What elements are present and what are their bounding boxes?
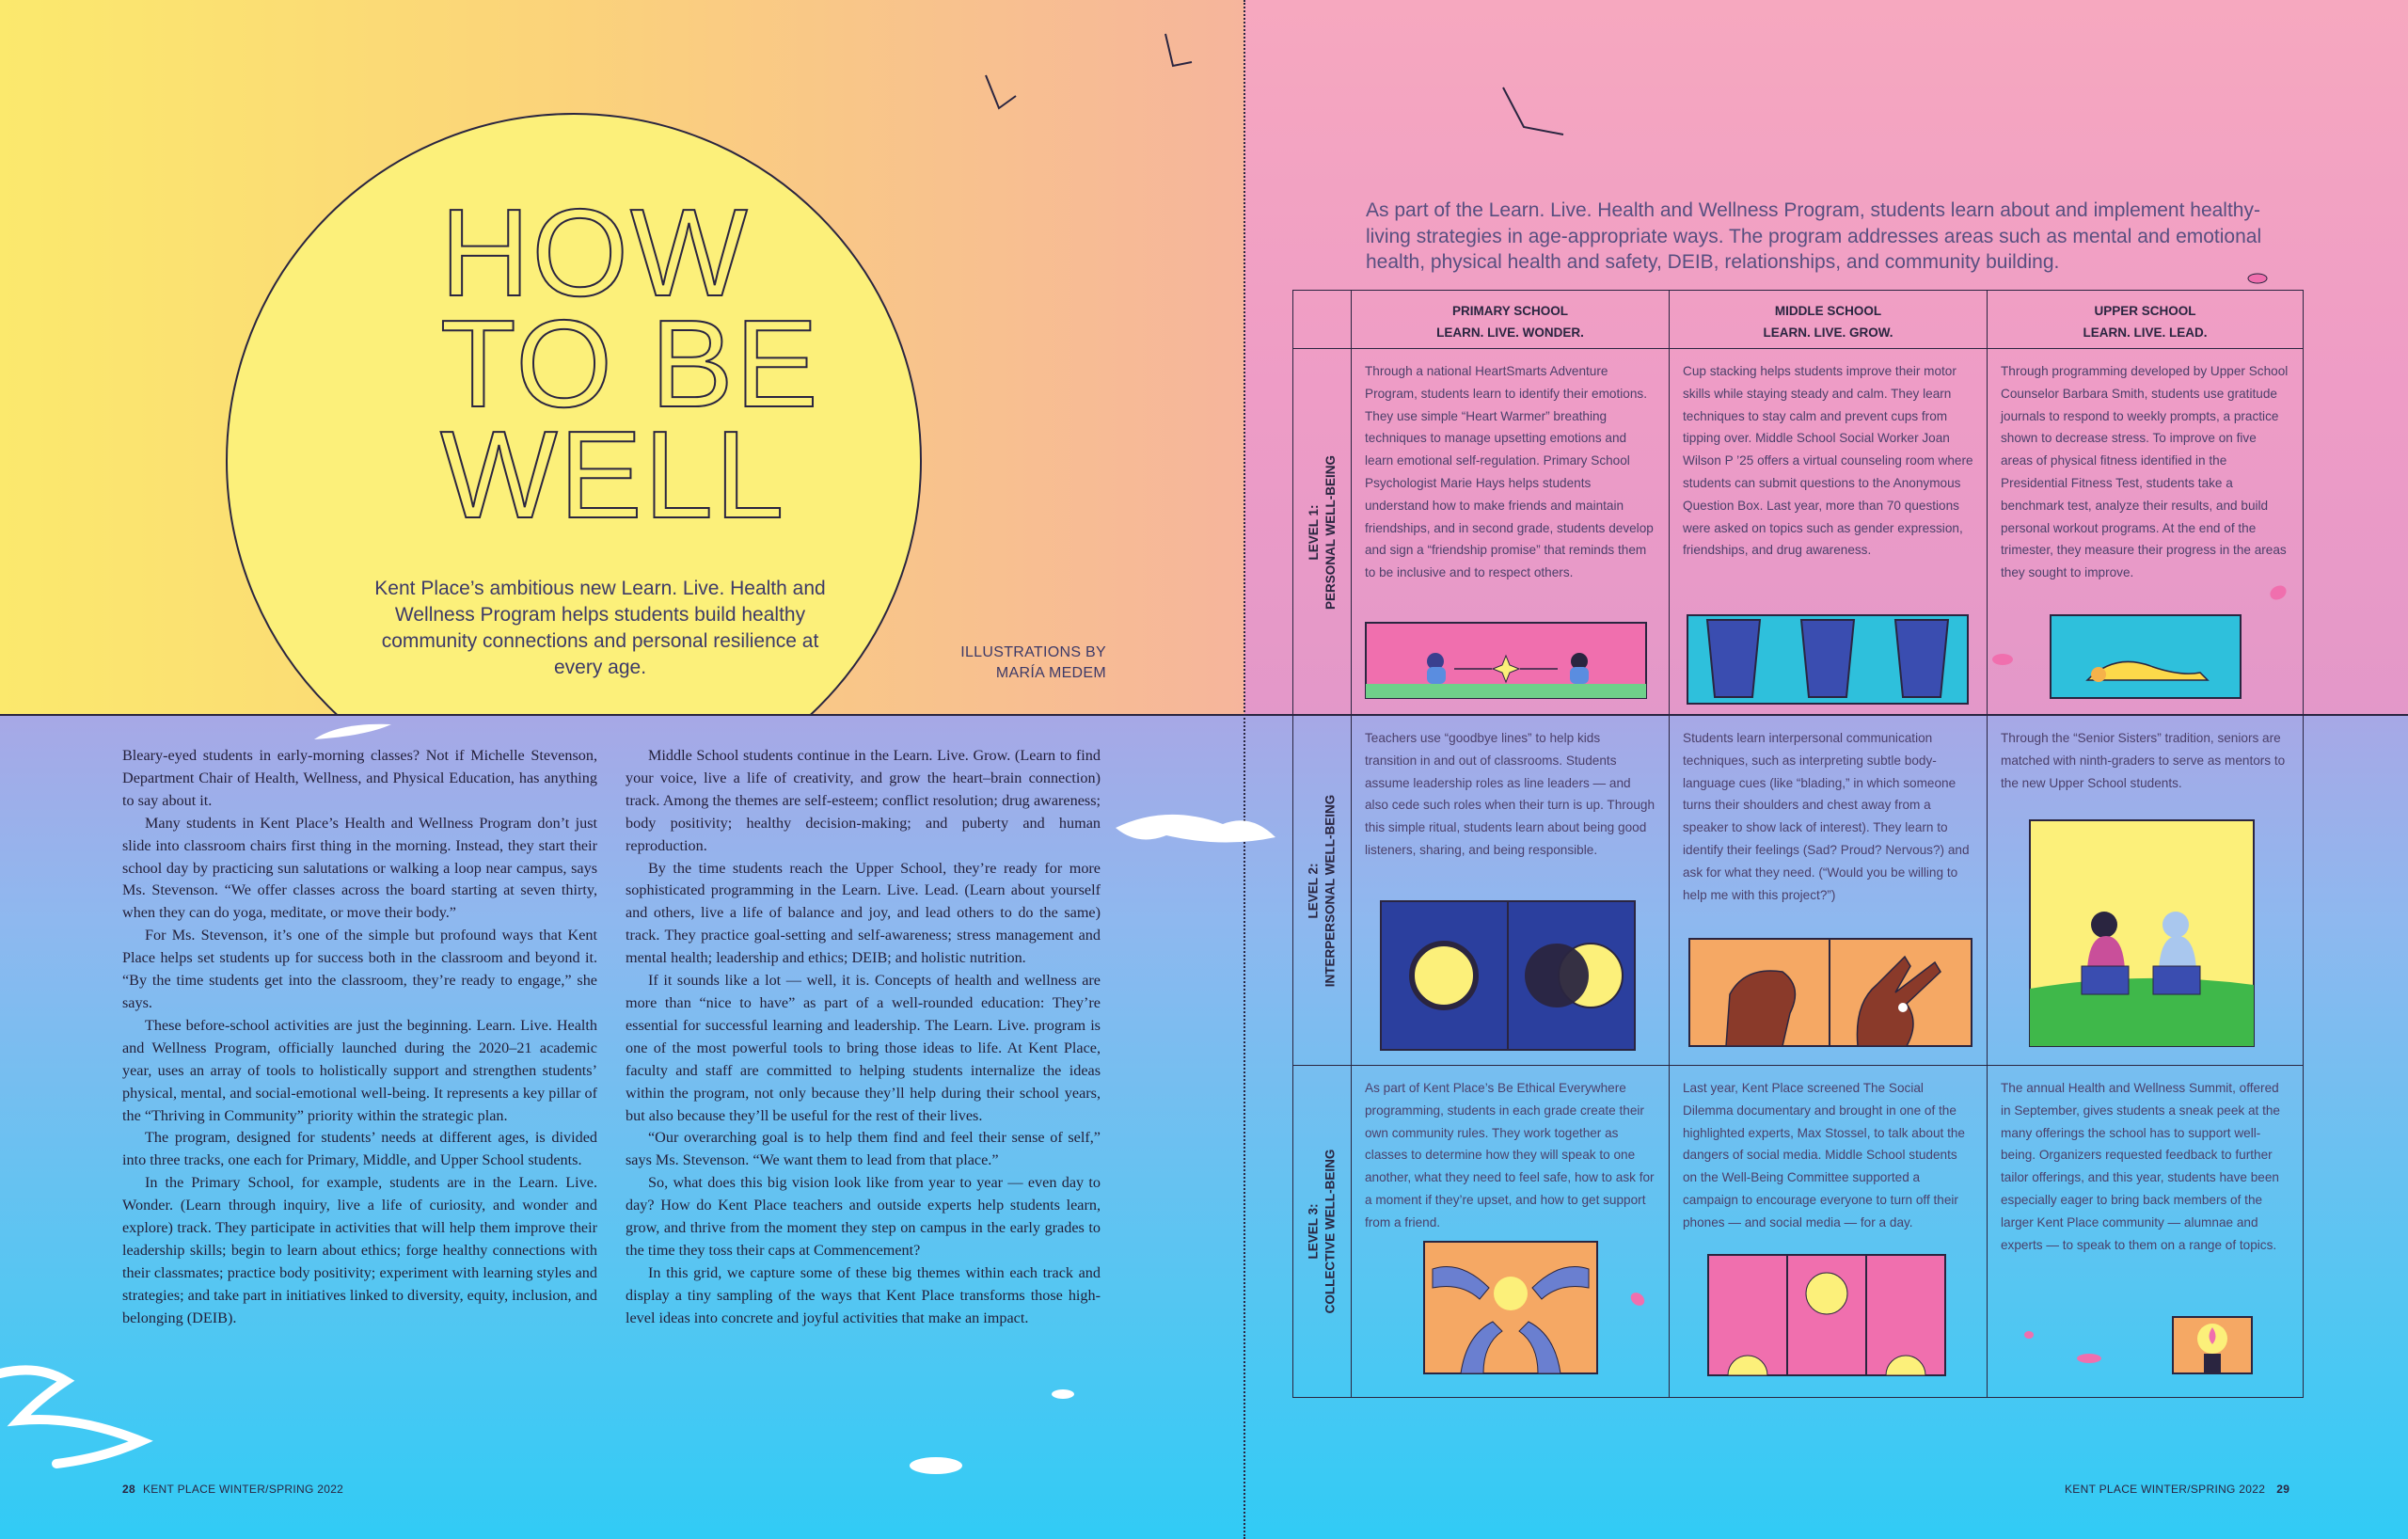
grid-cell-primary-level-2	[1352, 716, 1670, 1066]
level-name: INTERPERSONAL WELL-BEING	[1323, 794, 1338, 987]
column-header-primary	[1352, 291, 1670, 349]
mentors-illustration	[2029, 819, 2255, 1047]
level-number: LEVEL 3:	[1306, 1203, 1321, 1260]
cell-text: Through the “Senior Sisters” tradition, seniors are matched with ninth-graders to serve as mentors to the new Upper School students.	[2001, 731, 2286, 790]
dek: Kent Place’s ambitious new Learn. Live. Health and Wellness Program helps students build healthy community connections and personal resilience at every age.	[374, 578, 826, 678]
row-label-level-1	[1293, 349, 1352, 716]
credit-label: ILLUSTRATIONS BY	[960, 644, 1106, 660]
grid-cell-upper-level-3	[1988, 1066, 2303, 1397]
cell-text: The annual Health and Wellness Summit, offered in September, gives students a sneak peek at the many offerings the school has to support well-being. Organizers requested feedback to further tailor offerings, and this year, students have been especially eager to bring back members of the larger Kent Place community — alumnae and experts — to speak to them on a range of topics.	[2001, 1081, 2280, 1252]
page-number: 29	[2276, 1483, 2290, 1496]
school-name: PRIMARY SCHOOL	[1451, 304, 1568, 318]
body-paragraph: For Ms. Stevenson, it’s one of the simple but profound ways that Kent Place helps set students up for success both in the classroom and beyond it. “By the time students get into the classroom, they’re ready to engage,” she says.	[122, 927, 597, 1011]
cell-text: Students learn interpersonal communication techniques, such as interpreting subtle body-language cues (like “blading,” in which someone turns their shoulders and chest away from a speaker to show lack of interest). They learn to identify their feelings (Sad? Proud? Nervous?) and ask for what they need. (“Would you be willing to help me with this project?”)	[1683, 731, 1970, 902]
grid-cell-upper-level-1	[1988, 349, 2303, 716]
body-paragraph: The program, designed for students’ needs at different ages, is divided into three tracks, one each for Primary, Middle, and Upper School students.	[122, 1129, 597, 1169]
grid-cell-middle-level-2	[1670, 716, 1988, 1066]
headline-line: TO BE	[440, 294, 820, 433]
body-column-2	[626, 745, 1101, 1330]
level-number: LEVEL 1:	[1306, 503, 1321, 561]
cup-stacking-illustration	[1687, 614, 1969, 705]
body-paragraph: Many students in Kent Place’s Health and Wellness Program don’t just slide into classroom chairs first thing in the morning. Instead, they start their school day by practicing sun salutations or walking a loop near campus, says Ms. Stevenson. “We offer classes across the board starting at seven thirty, when they can do yoga, meditate, or move their body.”	[122, 814, 597, 922]
cell-text: Through a national HeartSmarts Adventure Program, students learn to identify their emotions. They use simple “Heart Warmer” breathing techniques to manage upsetting emotions and learn emotional self-regulation. Primary School Psychologist Marie Hays helps students understand how to make friends and maintain friendships, and in second grade, students develop and sign a “friendship promise” that reminds them to be inclusive and to respect others.	[1365, 364, 1654, 580]
headline-line: HOW	[440, 183, 750, 322]
headline	[440, 183, 835, 544]
grid-intro: As part of the Learn. Live. Health and Wellness Program, students learn about and implement healthy-living strategies in age-appropriate ways. The program addresses areas such as mental and emotional health, physical health and safety, DEIB, relationships, and community building.	[1366, 199, 2262, 273]
folio-text: KENT PLACE WINTER/SPRING 2022	[142, 1483, 344, 1496]
body-paragraph: These before-school activities are just the beginning. Learn. Live. Health and Wellness Program, officially launched during the 2020–21 academic year, uses an array of tools to holistically support and strengthen students’ physical, mental, and social-emotional well-being. It represents a key pillar of the “Thriving in Community” priority within the strategic plan.	[122, 1016, 597, 1124]
page-number: 28	[122, 1483, 135, 1496]
folio-text: KENT PLACE WINTER/SPRING 2022	[2065, 1483, 2266, 1496]
bird-icon	[1152, 28, 1209, 75]
cell-text: Cup stacking helps students improve their motor skills while staying steady and calm. They learn techniques to stay calm and prevent cups from tipping over. Middle School Social Worker Joan Wilson P ’25 offers a virtual counseling room where students can submit questions to the Anonymous Question Box. Last year, more than 70 questions were asked on topics such as gender expression, friendships, and drug awareness.	[1683, 364, 1973, 558]
credit-name: MARÍA MEDEM	[995, 665, 1106, 681]
body-paragraph: Bleary-eyed students in early-morning classes? Not if Michelle Stevenson, Department Chair of Health, Wellness, and Physical Education, has anything to say about it.	[122, 747, 597, 809]
headline-line: WELL	[440, 405, 786, 544]
petal-icon	[1627, 1289, 1648, 1309]
body-paragraph: If it sounds like a lot — well, it is. Concepts of health and wellness are more than “nice to have” as part of a well-rounded education: They’re essential for successful learning and leadership. The Learn. Live. program is one of the most powerful tools to bring those ideas to life. At Kent Place, faculty and staff are committed to helping students internalize the ideas within the program, not only because they’ll help during their school years, but also because they’ll be useful for the rest of their lives.	[626, 972, 1101, 1124]
school-name: UPPER SCHOOL	[2094, 304, 2196, 318]
level-name: COLLECTIVE WELL-BEING	[1323, 1149, 1338, 1314]
breathing-illustration	[1365, 622, 1647, 699]
petal-icon	[1990, 651, 2015, 668]
cloud-icon	[1049, 1388, 1077, 1401]
hands-illustration	[1688, 938, 1972, 1047]
row-label-level-3	[1293, 1066, 1352, 1397]
grid-cell-primary-level-3	[1352, 1066, 1670, 1397]
cloud-icon	[310, 719, 395, 747]
folio-right	[2065, 1483, 2289, 1496]
grid-cell-middle-level-1	[1670, 349, 1988, 716]
body-paragraph: Middle School students continue in the Learn. Live. Grow. (Learn to find your voice, live a life of creativity, and grow the heart–brain connection) track. Among the themes are self-esteem; conflict resolution; drug awareness; body positivity; healthy decision-making; and puberty and human reproduction.	[626, 747, 1101, 854]
body-paragraph: In this grid, we capture some of these big themes within each track and display a tiny sampling of the ways that Kent Place transforms those high-level ideas into concrete and joyful activities that make an impact.	[626, 1263, 1101, 1326]
petal-icon	[2022, 1328, 2036, 1341]
grid-corner	[1293, 291, 1352, 349]
circle-of-hands-illustration	[1423, 1241, 1598, 1374]
cell-text: As part of Kent Place’s Be Ethical Everywhere programming, students in each grade create their own community rules. They work together as classes to determine how they will speak to one another, what they need to feel safe, how to ask for a moment if they’re upset, and how to get support from a friend.	[1365, 1081, 1655, 1230]
candle-illustration	[2172, 1316, 2253, 1374]
school-name: MIDDLE SCHOOL	[1774, 304, 1882, 318]
grid-cell-upper-level-2	[1988, 716, 2303, 1066]
phones-off-illustration	[1707, 1254, 1946, 1376]
cloud-icon	[0, 1355, 198, 1477]
cloud-icon	[1110, 800, 1279, 856]
column-header-upper	[1988, 291, 2303, 349]
petal-icon	[2075, 1351, 2103, 1366]
track-name: LEARN. LIVE. GROW.	[1763, 325, 1893, 340]
yoga-illustration	[2050, 614, 2242, 699]
wellness-grid	[1292, 290, 2304, 1398]
body-paragraph: “Our overarching goal is to help them find and feel their sense of self,” says Ms. Stevenson. “We want them to lead from that place.”	[626, 1129, 1101, 1169]
cell-text: Teachers use “goodbye lines” to help kids transition in and out of classrooms. Students assume leadership roles as line leaders — and also cede such roles when their turn is up. Through this simple ritual, students learn about being good listeners, sharing, and being responsible.	[1365, 731, 1656, 857]
body-paragraph: So, what does this big vision look like from year to year — even day to day? How do Kent Place teachers and outside experts help students learn, grow, and thrive from the moment they step on campus in the early grades to the time they toss their caps at Commencement?	[626, 1174, 1101, 1259]
illustration-credit	[922, 643, 1106, 684]
row-label-level-2	[1293, 716, 1352, 1066]
body-paragraph: In the Primary School, for example, students are in the Learn. Live. Wonder. (Learn through inquiry, live a life of curiosity, and wonder and explore) track. They participate in activities that will help them improve their leadership skills; begin to learn about ethics; forge healthy connections with their classmates; practice body positivity; experiment with learning styles and strategies; and take part in initiatives linked to diversity, equity, inclusion, and belonging (DEIB).	[122, 1174, 597, 1326]
column-header-middle	[1670, 291, 1988, 349]
eclipse-illustration	[1380, 900, 1636, 1051]
petal-icon	[2246, 271, 2269, 286]
track-name: LEARN. LIVE. WONDER.	[1436, 325, 1584, 340]
cell-text: Last year, Kent Place screened The Social Dilemma documentary and brought in one of the highlighted experts, Max Stossel, to talk about the dangers of social media. Middle School students on the Well-Being Committee supported a campaign to encourage everyone to turn off their phones — and social media — for a day.	[1683, 1081, 1965, 1230]
level-number: LEVEL 2:	[1306, 862, 1321, 919]
petal-icon	[2267, 581, 2289, 604]
body-paragraph: By the time students reach the Upper School, they’re ready for more sophisticated programming in the Learn. Live. Lead. (Learn about yourself and others, live a life of balance and joy, and lead others to do the same) track. They practice goal-setting and self-awareness; stress management and mental health; leadership and ethics; DEIB; and holistic nutrition.	[626, 859, 1101, 967]
cloud-icon	[903, 1452, 969, 1479]
body-column-1	[122, 745, 597, 1330]
bird-icon	[1496, 80, 1580, 146]
grid-cell-middle-level-3	[1670, 1066, 1988, 1397]
folio-left	[122, 1483, 343, 1496]
bird-icon	[978, 28, 1063, 113]
page-gutter	[1244, 0, 1245, 1539]
level-name: PERSONAL WELL-BEING	[1323, 454, 1338, 610]
grid-cell-primary-level-1	[1352, 349, 1670, 716]
track-name: LEARN. LIVE. LEAD.	[2083, 325, 2208, 340]
cell-text: Through programming developed by Upper School Counselor Barbara Smith, students use gratitude journals to respond to weekly prompts, a practice shown to decrease stress. To improve on five areas of physical fitness identified in the Presidential Fitness Test, students take a benchmark test, analyze their results, and build personal workout programs. At the end of the trimester, they measure their progress in the areas they sought to improve.	[2001, 364, 2289, 580]
